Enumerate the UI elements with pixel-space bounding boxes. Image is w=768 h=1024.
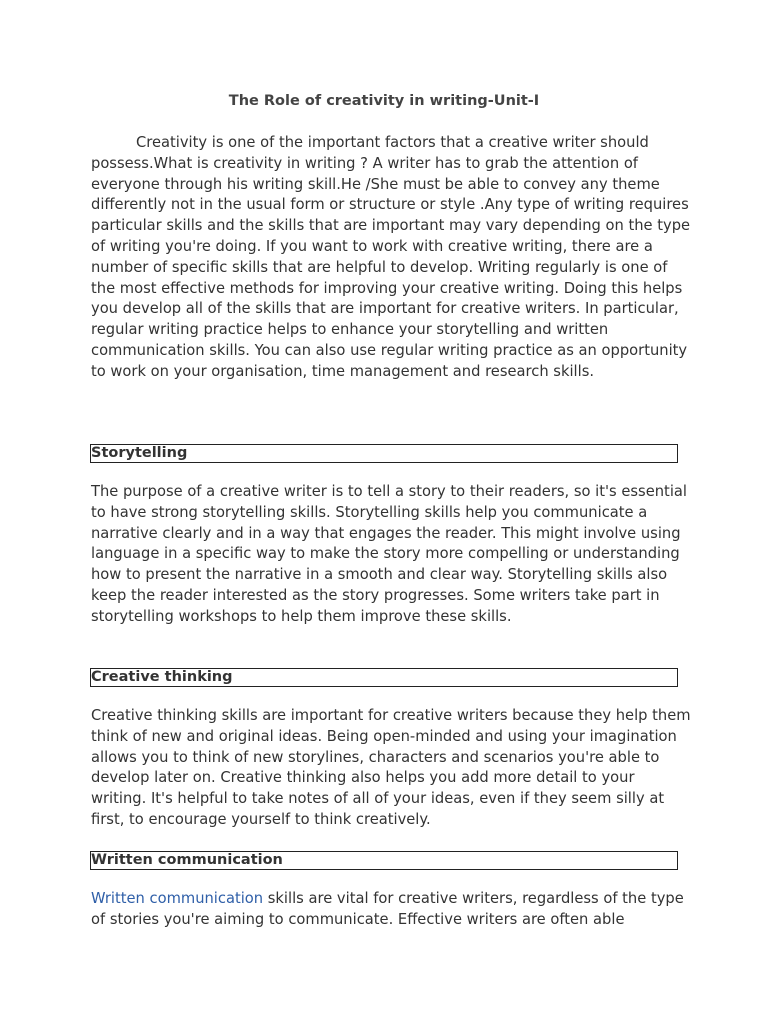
creative-thinking-paragraph: Creative thinking skills are important for creative writers because they help them think of new and original ideas. Being open-minded and using your imagination allows you to think of new storylines, characters and scenarios you're able to develop later on. Creative thinking also helps you add more detail to your writing. It's helpful to take notes of all of your ideas, even if they seem silly at first, to encourage yourself to think creatively. xyxy=(91,707,691,828)
written-communication-paragraph xyxy=(91,889,691,931)
section-heading-written-communication xyxy=(90,851,678,870)
storytelling-paragraph: The purpose of a creative writer is to tell a story to their readers, so it's essential to have strong storytelling skills. Storytelling skills help you communicate a narrative clearly and in a way that engages the reader. This might involve using language in a specific way to make the story more compelling or understanding how to present the narrative in a smooth and clear way. Storytelling skills also keep the reader interested as the story progresses. Some writers take part in storytelling workshops to help them improve these skills. xyxy=(91,483,687,625)
section-heading-label: Creative thinking xyxy=(91,669,233,685)
intro-paragraph: Creativity is one of the important factors that a creative writer should possess.What is creativity in writing ? A writer has to grab the attention of everyone through his writing skill.He /She must be able to convey any theme differently not in the usual form or structure or style .Any type of writing requires particular skills and the skills that are important may vary depending on the type of writing you're doing. If you want to work with creative writing, there are a number of specific skills that are helpful to develop. Writing regularly is one of the most effective methods for improving your creative writing. Doing this helps you develop all of the skills that are important for creative writers. In particular, regular writing practice helps to enhance your storytelling and written communication skills. You can also use regular writing practice as an opportunity to work on your organisation, time management and research skills. xyxy=(91,134,691,380)
document-title: The Role of creativity in writing-Unit-I xyxy=(228,93,540,109)
section-heading-label: Storytelling xyxy=(91,445,188,461)
section-heading-label: Written communication xyxy=(91,852,283,868)
section-heading-storytelling xyxy=(90,444,678,463)
section-heading-creative-thinking xyxy=(90,668,678,687)
written-communication-link[interactable]: Written communication xyxy=(91,890,264,907)
written-communication-text: skills are vital for creative writers, regardless of the type of stories you're aiming to communicate. Effective writers are often able xyxy=(91,890,684,928)
